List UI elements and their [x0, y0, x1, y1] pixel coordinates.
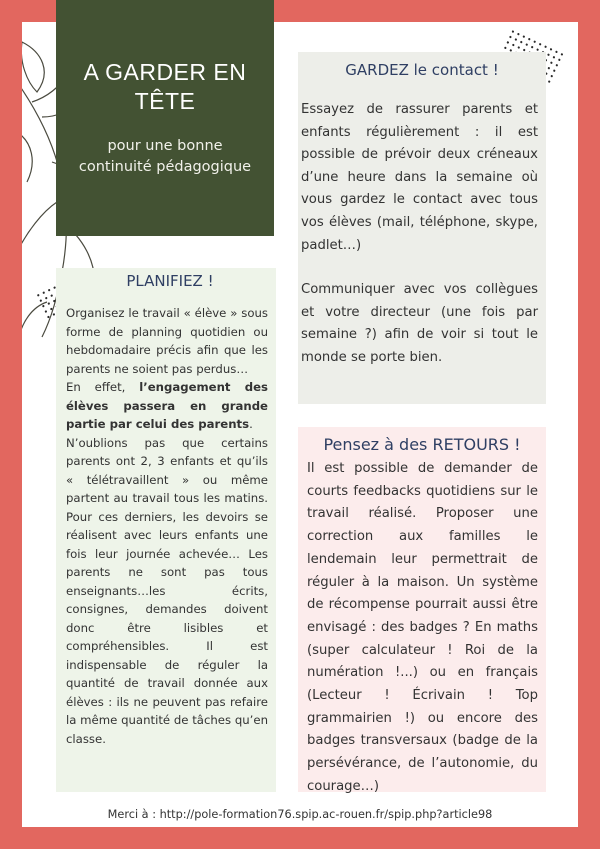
page-subtitle: pour une bonne continuité pédagogique [78, 138, 252, 175]
page-title: A GARDER EN TÊTE [83, 59, 247, 114]
gardez-body [298, 79, 546, 370]
retours-heading: Pensez à des RETOURS ! [323, 435, 521, 454]
planifiez-p2-emphasis: l’engagement des élèves passera en grande partie par celui des parents [66, 380, 268, 431]
planifiez-p2-intro: En effet, [66, 380, 140, 394]
planifiez-p2-end: . [249, 417, 253, 431]
footer-credit: Merci à : http://pole-formation76.spip.ac-rouen.fr/spip.php?article98 [107, 808, 493, 821]
planifiez-heading: PLANIFIEZ ! [126, 272, 214, 290]
retours-body: Il est possible de demander de courts feedbacks quotidiens sur le travail réalisé. Proposer une correction aux familles le lendemain leur permettrait de réguler à la maison. Un système de récompense pourrait aussi être envisagé : des badges ? En maths (super calculateur ! Roi de la numération !...) ou en français (Lecteur ! Écrivain ! Top grammairien !) ou encore des badges transversaux (badge de la persévérance, de l’autonomie, du courage…) [307, 461, 538, 794]
planifiez-body [56, 290, 276, 748]
planifiez-paragraph-2 [66, 378, 268, 434]
gardez-paragraph-1: Essayez de rassurer parents et enfants régulièrement : il est possible de prévoir deux créneaux d’une heure dans la semaine où vous gardez le contact avec tous vos élèves (mail, téléphone, skype, padlet…) [301, 102, 538, 253]
gardez-paragraph-2: Communiquer avec vos collègues et votre directeur (une fois par semaine ?) afin de voir si tout le monde se porte bien. [301, 282, 538, 365]
planifiez-paragraph-1: Organisez le travail « élève » sous forme de planning quotidien ou hebdomadaire précis afin que les parents ne soient pas perdus… [66, 306, 268, 376]
planifiez-section [56, 268, 276, 792]
gardez-section [298, 52, 546, 404]
title-box [56, 0, 274, 236]
gardez-heading: GARDEZ le contact ! [345, 61, 499, 79]
retours-section [298, 427, 546, 792]
planifiez-paragraph-3: N’oublions pas que certains parents ont 2, 3 enfants et qu’ils « télétravaillent » ou même partent au travail tous les matins. Pour ces derniers, les devoirs se réalisent avec leurs enfants une fois leur journée achevée… Les parents ne sont pas tous enseignants…les écrits, consignes, demandes doivent donc être lisibles et compréhensibles. Il est indispensable de réguler la quantité de travail donnée aux élèves : ils ne peuvent pas refaire la même quantité de tâches qu’en classe. [66, 435, 268, 746]
